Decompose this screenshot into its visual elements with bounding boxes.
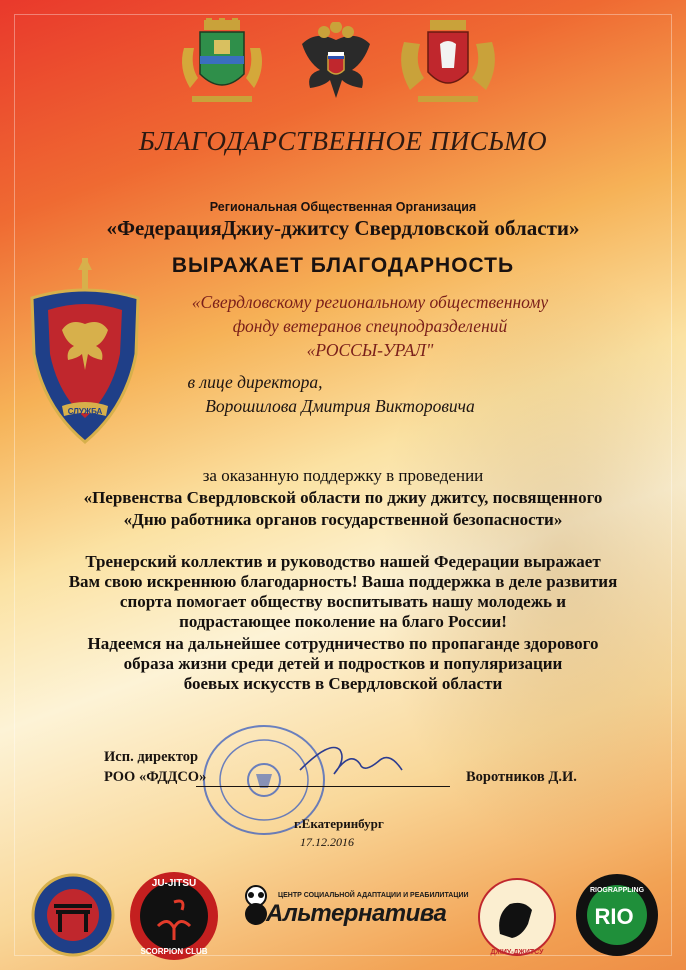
reason-line-3: «Дню работника органов государственной безопасности»: [123, 510, 563, 529]
recipient-line-1: «Свердловскому региональному общественному: [191, 292, 549, 312]
fsb-ribbon-label: СЛУЖБА: [67, 407, 103, 416]
rio-logo-label: RIO: [594, 904, 634, 929]
scorpion-club-logo-icon: [128, 870, 220, 962]
message-line-1: Тренерский коллектив и руководство нашей Федерации выражает: [85, 552, 601, 571]
recipient-line-2: фонду ветеранов спецподразделений: [232, 316, 508, 336]
recipient-line-5: Ворошилова Дмитрия Викторовича: [205, 396, 475, 416]
russian-eagle-icon: [296, 22, 376, 104]
fsb-shield-emblem-icon: [22, 258, 148, 450]
sverdlovsk-oblast-coat-of-arms-icon: [396, 18, 500, 108]
jujitsu-federation-logo-icon: [30, 872, 116, 958]
message-line-4: подрастающее поколение на благо России!: [179, 612, 507, 631]
ekaterinburg-coat-of-arms-icon: [176, 18, 268, 106]
rio-logo-top-label: RIOGRAPPLING: [589, 887, 645, 894]
signature-line: [196, 786, 450, 787]
signer-position: Исп. директор: [104, 749, 199, 765]
signature-icon: [290, 730, 410, 790]
recipient-line-3: «РОССЫ-УРАЛ": [306, 340, 434, 360]
signing-city: г.Екатеринбург: [294, 816, 384, 831]
signer-name: Воротников Д.И.: [466, 769, 577, 785]
message-line-7: боевых искусств в Свердловской области: [183, 674, 503, 693]
organization-name: «ФедерацияДжиу-джитсу Свердловской области»: [106, 216, 580, 240]
jujitsu-federation-russia-logo-icon: [476, 874, 558, 960]
scorpion-logo-label: SCORPION CLUB: [140, 947, 208, 956]
document-title: БЛАГОДАРСТВЕННОЕ ПИСЬМО: [138, 126, 548, 156]
recipient-line-4: в лице директора,: [187, 372, 323, 392]
signing-date: 17.12.2016: [300, 835, 354, 849]
alternativa-tagline: ЦЕНТР СОЦИАЛЬНОЙ АДАПТАЦИИ И РЕАБИЛИТАЦИИ: [278, 892, 469, 899]
reason-line-2: «Первенства Свердловской области по джиу джитсу, посвященного: [83, 488, 603, 507]
organization-subtitle: Региональная Общественная Организация: [209, 200, 477, 214]
thanks-heading: ВЫРАЖАЕТ БЛАГОДАРНОСТЬ: [171, 254, 515, 277]
signer-organization: РОО «ФДДСО»: [104, 769, 207, 785]
reason-line-1: за оказанную поддержку в проведении: [202, 466, 484, 485]
federation-logo-label: ДЖИУ-ДЖИТСУ: [490, 949, 544, 956]
alternativa-name: Альтернатива: [266, 900, 447, 927]
jujitsu-logo-label: JU-JITSU: [151, 878, 197, 889]
message-line-3: спорта помогает обществу воспитывать нашу молодежь и: [119, 592, 567, 611]
riograppling-club-logo-icon: [574, 872, 660, 958]
message-line-6: образа жизни среди детей и подростков и популяризации: [123, 654, 563, 673]
message-line-5: Надеемся на дальнейшее сотрудничество по пропаганде здорового: [87, 634, 599, 653]
message-line-2: Вам свою искреннюю благодарность! Ваша поддержка в деле развития: [68, 572, 618, 591]
